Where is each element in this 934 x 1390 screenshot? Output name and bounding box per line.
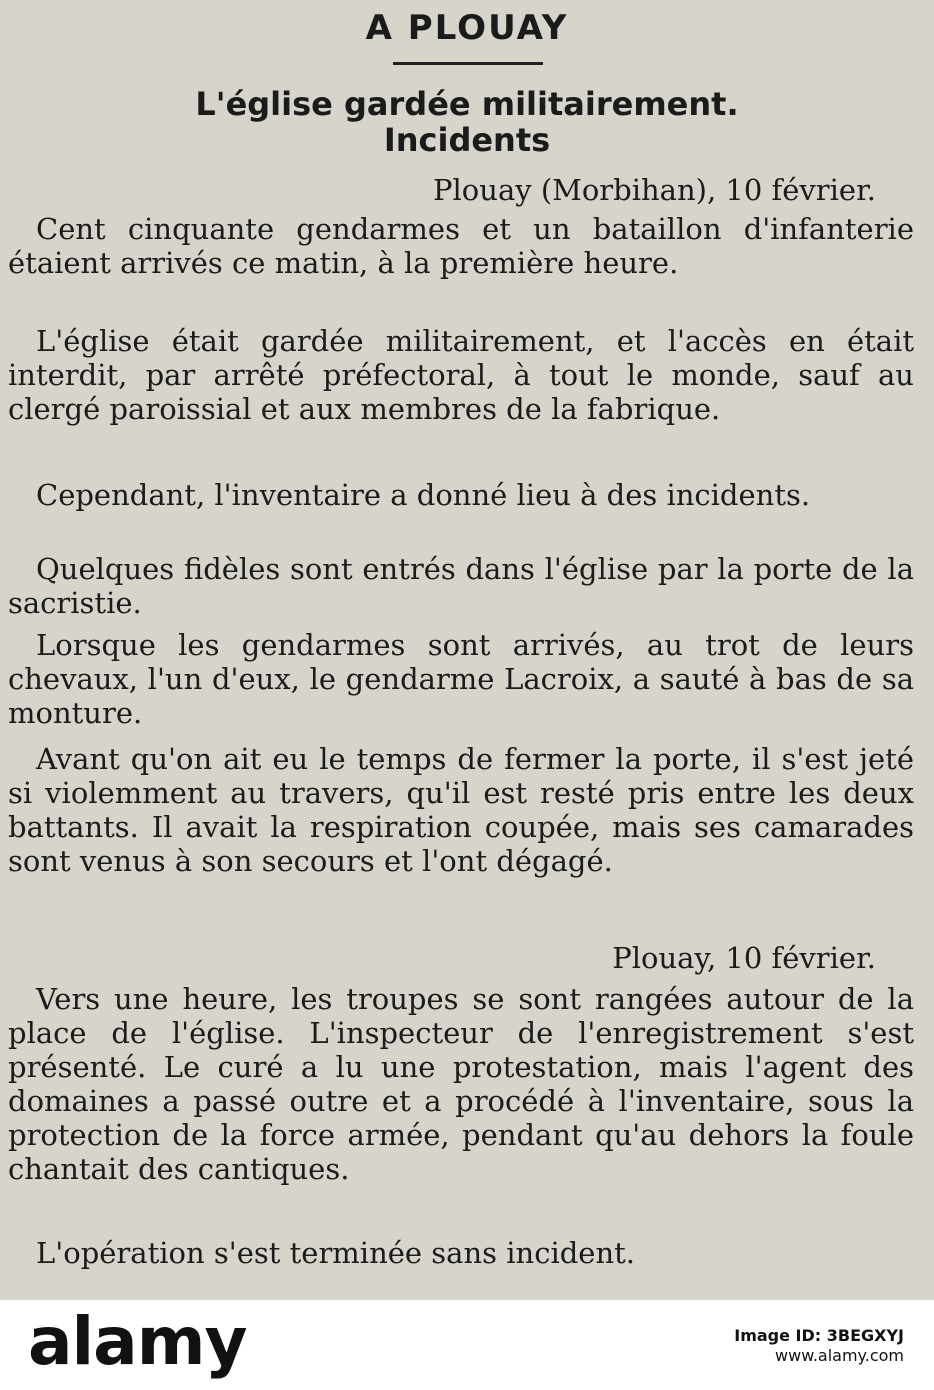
headline-line-1: L'église gardée militairement. [195, 85, 739, 123]
article-headline [0, 86, 934, 158]
image-id: Image ID: 3BEGXYJ [734, 1326, 904, 1345]
alamy-logo: alamy [28, 1303, 247, 1380]
paragraph: L'opération s'est terminée sans incident. [36, 1236, 635, 1270]
paragraph: L'église était gardée militairement, et l'accès en était interdit, par arrêté préfectoral, à tout le monde, sauf au clergé paroissial et aux membres de la fabrique. [8, 324, 914, 426]
paragraph: Lorsque les gendarmes sont arrivés, au trot de leurs chevaux, l'un d'eux, le gendarme Lacroix, a sauté à bas de sa monture. [8, 628, 914, 730]
title-rule [393, 62, 543, 65]
site-url: www.alamy.com [775, 1346, 904, 1365]
headline-line-2: Incidents [383, 121, 551, 159]
image-id-block [734, 1326, 904, 1366]
dateline-2: Plouay, 10 février. [612, 941, 876, 975]
paragraph: Vers une heure, les troupes se sont rangées autour de la place de l'église. L'inspecteur de l'enregistrement s'est présenté. Le curé a lu une protestation, mais l'agent des domaines a passé outre et a procédé à l'inventaire, sous la protection de la force armée, pendant qu'au dehors la foule chantait des cantiques. [8, 982, 914, 1186]
article-kicker: A PLOUAY [365, 8, 569, 48]
paragraph: Quelques fidèles sont entrés dans l'église par la porte de la sacristie. [8, 552, 914, 620]
paragraph: Cependant, l'inventaire a donné lieu à des incidents. [36, 478, 811, 512]
dateline-1: Plouay (Morbihan), 10 février. [433, 173, 876, 207]
paragraph: Cent cinquante gendarmes et un bataillon d'infanterie étaient arrivés ce matin, à la première heure. [8, 212, 914, 280]
paragraph: Avant qu'on ait eu le temps de fermer la porte, il s'est jeté si violemment au travers, qu'il est resté pris entre les deux battants. Il avait la respiration coupée, mais ses camarades sont venus à son secours et l'ont dégagé. [8, 742, 914, 878]
